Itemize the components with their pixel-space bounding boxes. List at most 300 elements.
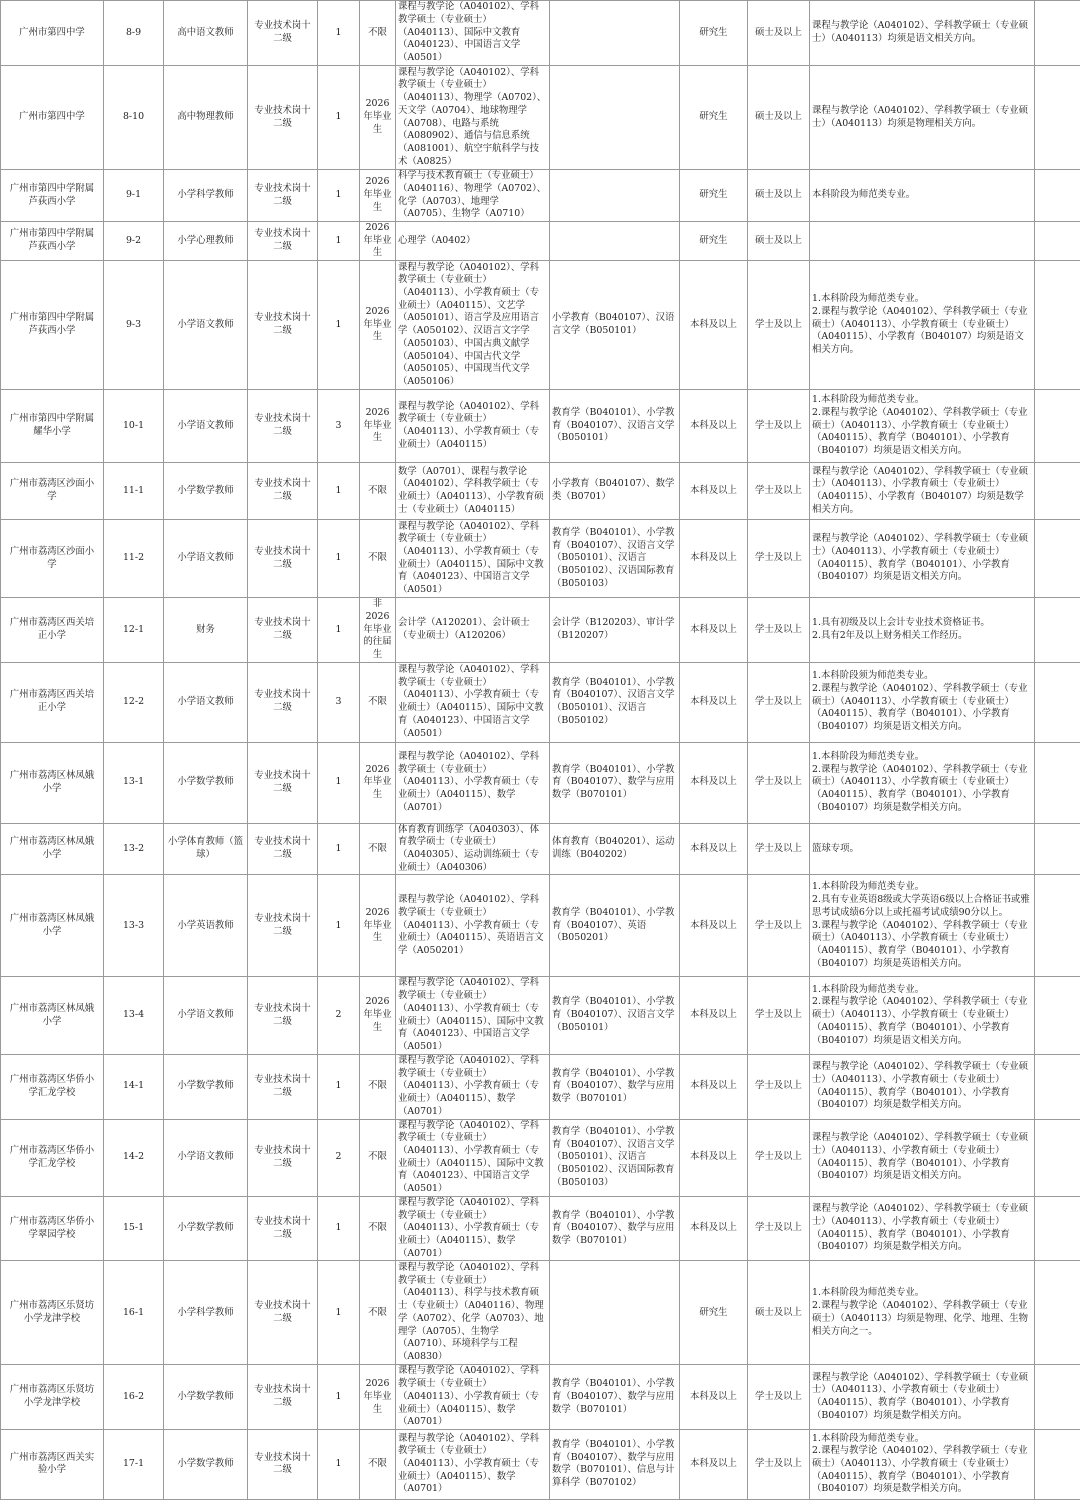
empty-cell — [1035, 1119, 1080, 1196]
degree-cell-text: 学士及以上 — [750, 420, 807, 433]
code-cell — [104, 662, 164, 742]
table-row — [1, 66, 1080, 170]
graduate-status-cell-text: 2026年毕业生 — [362, 98, 393, 136]
level-cell-text: 专业技术岗十二级 — [250, 689, 315, 714]
count-cell — [318, 390, 360, 463]
graduate-status-cell-text: 2026年毕业生 — [362, 764, 393, 802]
degree-cell — [748, 1054, 810, 1119]
school-cell-text: 广州市第四中学附属芦荻西小学 — [6, 312, 98, 337]
school-cell-text: 广州市荔湾区西关培正小学 — [6, 617, 98, 642]
table-row — [1, 463, 1080, 520]
count-cell-text: 1 — [320, 1080, 357, 1093]
other-requirements-cell — [810, 222, 1035, 261]
code-cell-text: 13-1 — [106, 776, 161, 789]
other-requirements-cell — [810, 1, 1035, 66]
code-cell — [104, 1119, 164, 1196]
post-cell-text: 小学数学教师 — [166, 1458, 245, 1471]
master-major-cell-text: 课程与教学论（A040102）、学科教学硕士（专业硕士）（A040113）、小学教育硕士（专业硕士）（A040115）、国际中文教育（A040123）、中国语言文学（A0501） — [398, 977, 547, 1053]
master-major-cell — [396, 598, 550, 663]
bachelor-major-cell — [550, 742, 680, 823]
code-cell — [104, 977, 164, 1054]
code-cell — [104, 170, 164, 222]
degree-cell-text: 硕士及以上 — [750, 111, 807, 124]
level-cell — [248, 1, 318, 66]
code-cell-text: 12-1 — [106, 624, 161, 637]
degree-cell — [748, 170, 810, 222]
master-major-cell-text: 课程与教学论（A040102）、学科教学硕士（专业硕士）（A040113）、小学教育硕士（专业硕士）（A040115）、数学（A0701） — [398, 1433, 547, 1497]
code-cell-text: 14-1 — [106, 1080, 161, 1093]
master-major-cell — [396, 875, 550, 977]
graduate-status-cell — [360, 1054, 396, 1119]
education-cell-text: 本科及以上 — [682, 1080, 745, 1093]
other-requirements-cell — [810, 520, 1035, 598]
degree-cell-text: 学士及以上 — [750, 1080, 807, 1093]
count-cell-text: 1 — [320, 920, 357, 933]
bachelor-major-cell — [550, 390, 680, 463]
education-cell-text: 本科及以上 — [682, 552, 745, 565]
count-cell-text: 1 — [320, 189, 357, 202]
other-requirements-cell — [810, 390, 1035, 463]
code-cell-text: 13-4 — [106, 1009, 161, 1022]
level-cell-text: 专业技术岗十二级 — [250, 1216, 315, 1241]
code-cell — [104, 520, 164, 598]
count-cell-text: 1 — [320, 1222, 357, 1235]
degree-cell-text: 学士及以上 — [750, 1009, 807, 1022]
level-cell — [248, 520, 318, 598]
other-requirements-cell-text: 1.本科阶段为师范类专业。 2.课程与教学论（A040102）、学科教学硕士（专业硕士）（A040113）、小学教育硕士（专业硕士）（A040115）、小学教育（B040107）均须是语文相关方向。 — [812, 293, 1032, 357]
post-cell — [164, 66, 248, 170]
table-row — [1, 1261, 1080, 1365]
bachelor-major-cell-text: 教育学（B040101）、小学教育（B040107）、汉语言文学（B050101） — [552, 996, 677, 1034]
count-cell-text: 1 — [320, 1391, 357, 1404]
count-cell — [318, 66, 360, 170]
education-cell — [680, 463, 748, 520]
education-cell-text: 研究生 — [682, 27, 745, 40]
school-cell-text: 广州市荔湾区林凤娥小学 — [6, 836, 98, 861]
level-cell-text: 专业技术岗十二级 — [250, 913, 315, 938]
other-requirements-cell — [810, 261, 1035, 390]
table-row — [1, 170, 1080, 222]
graduate-status-cell-text: 2026年毕业生 — [362, 907, 393, 945]
count-cell — [318, 662, 360, 742]
other-requirements-cell-text: 1.本科阶段为师范类专业。 2.课程与教学论（A040102）、学科教学硕士（专业硕士）（A040113）、小学教育硕士（专业硕士）（A040115）、教育学（B040101）、小学教育（B040107）均须是语文相关方向。 — [812, 984, 1032, 1048]
other-requirements-cell — [810, 1119, 1035, 1196]
degree-cell — [748, 463, 810, 520]
count-cell — [318, 1365, 360, 1430]
level-cell — [248, 222, 318, 261]
code-cell — [104, 463, 164, 520]
level-cell-text: 专业技术岗十二级 — [250, 478, 315, 503]
level-cell-text: 专业技术岗十二级 — [250, 617, 315, 642]
school-cell — [1, 463, 104, 520]
bachelor-major-cell-text: 小学教育（B040107）、数学类（B0701） — [552, 478, 677, 503]
graduate-status-cell-text: 2026年毕业生 — [362, 996, 393, 1034]
code-cell-text: 17-1 — [106, 1458, 161, 1471]
other-requirements-cell-text: 1.具有初级及以上会计专业技术资格证书。 2.具有2年及以上财务相关工作经历。 — [812, 617, 1032, 642]
level-cell-text: 专业技术岗十二级 — [250, 20, 315, 45]
degree-cell — [748, 390, 810, 463]
graduate-status-cell — [360, 261, 396, 390]
post-cell-text: 小学语文教师 — [166, 420, 245, 433]
other-requirements-cell-text: 篮球专项。 — [812, 843, 1032, 856]
level-cell-text: 专业技术岗十二级 — [250, 1074, 315, 1099]
degree-cell-text: 学士及以上 — [750, 1151, 807, 1164]
graduate-status-cell — [360, 463, 396, 520]
graduate-status-cell-text: 不限 — [362, 1151, 393, 1164]
graduate-status-cell — [360, 823, 396, 875]
bachelor-major-cell-text: 教育学（B040101）、小学教育（B040107）、数学与应用数学（B070101）、信息与计算科学（B070102） — [552, 1439, 677, 1490]
school-cell-text: 广州市荔湾区沙面小学 — [6, 478, 98, 503]
table-row — [1, 390, 1080, 463]
degree-cell-text: 硕士及以上 — [750, 189, 807, 202]
education-cell-text: 本科及以上 — [682, 1009, 745, 1022]
school-cell — [1, 1, 104, 66]
post-cell — [164, 742, 248, 823]
education-cell — [680, 261, 748, 390]
bachelor-major-cell — [550, 875, 680, 977]
education-cell-text: 研究生 — [682, 189, 745, 202]
bachelor-major-cell — [550, 1429, 680, 1499]
post-cell — [164, 1054, 248, 1119]
education-cell — [680, 1429, 748, 1499]
degree-cell — [748, 977, 810, 1054]
master-major-cell-text: 课程与教学论（A040102）、学科教学硕士（专业硕士）（A040113）、小学教育硕士（专业硕士）（A040115）、国际中文教育（A040123）、中国语言文学（A0501） — [398, 1120, 547, 1196]
master-major-cell-text: 课程与教学论（A040102）、学科教学硕士（专业硕士）（A040113）、小学教育硕士（专业硕士）（A040115） — [398, 401, 547, 452]
bachelor-major-cell — [550, 823, 680, 875]
post-cell-text: 小学体育教师（篮球） — [166, 836, 245, 861]
table-row — [1, 742, 1080, 823]
post-cell-text: 小学数学教师 — [166, 1391, 245, 1404]
education-cell — [680, 222, 748, 261]
empty-cell — [1035, 1, 1080, 66]
degree-cell — [748, 1261, 810, 1365]
empty-cell — [1035, 66, 1080, 170]
other-requirements-cell — [810, 1429, 1035, 1499]
other-requirements-cell — [810, 1196, 1035, 1261]
master-major-cell — [396, 742, 550, 823]
school-cell-text: 广州市荔湾区乐贤坊小学龙津学校 — [6, 1300, 98, 1325]
education-cell-text: 研究生 — [682, 1307, 745, 1320]
empty-cell — [1035, 170, 1080, 222]
count-cell — [318, 1119, 360, 1196]
other-requirements-cell-text: 1.本科阶段为师范类专业。 2.课程与教学论（A040102）、学科教学硕士（专业硕士）（A040113）、小学教育硕士（专业硕士）（A040115）、教育学（B040101）、小学教育（B040107）均须是数学相关方向。 — [812, 1433, 1032, 1497]
degree-cell-text: 学士及以上 — [750, 1222, 807, 1235]
level-cell-text: 专业技术岗十二级 — [250, 183, 315, 208]
other-requirements-cell — [810, 662, 1035, 742]
graduate-status-cell-text: 不限 — [362, 843, 393, 856]
other-requirements-cell — [810, 598, 1035, 663]
other-requirements-cell — [810, 875, 1035, 977]
degree-cell — [748, 1365, 810, 1430]
code-cell — [104, 1261, 164, 1365]
empty-cell — [1035, 823, 1080, 875]
graduate-status-cell-text: 不限 — [362, 696, 393, 709]
level-cell-text: 专业技术岗十二级 — [250, 228, 315, 253]
table-body — [1, 1, 1080, 1500]
master-major-cell — [396, 66, 550, 170]
education-cell-text: 本科及以上 — [682, 624, 745, 637]
school-cell-text: 广州市第四中学附属芦荻西小学 — [6, 183, 98, 208]
post-cell-text: 小学数学教师 — [166, 1222, 245, 1235]
count-cell — [318, 742, 360, 823]
bachelor-major-cell-text: 教育学（B040101）、小学教育（B040107）、英语（B050201） — [552, 907, 677, 945]
education-cell — [680, 875, 748, 977]
graduate-status-cell-text: 非2026年毕业的往届生 — [362, 598, 393, 662]
school-cell — [1, 222, 104, 261]
post-cell-text: 小学英语教师 — [166, 920, 245, 933]
degree-cell — [748, 1196, 810, 1261]
code-cell-text: 9-2 — [106, 235, 161, 248]
level-cell — [248, 875, 318, 977]
school-cell — [1, 1054, 104, 1119]
table-row — [1, 520, 1080, 598]
count-cell — [318, 222, 360, 261]
empty-cell — [1035, 598, 1080, 663]
code-cell — [104, 598, 164, 663]
count-cell — [318, 823, 360, 875]
graduate-status-cell — [360, 1196, 396, 1261]
degree-cell-text: 学士及以上 — [750, 319, 807, 332]
degree-cell — [748, 662, 810, 742]
other-requirements-cell — [810, 463, 1035, 520]
education-cell — [680, 1365, 748, 1430]
bachelor-major-cell — [550, 1, 680, 66]
post-cell-text: 小学语文教师 — [166, 319, 245, 332]
graduate-status-cell-text: 2026年毕业生 — [362, 176, 393, 214]
count-cell-text: 1 — [320, 843, 357, 856]
table-row — [1, 662, 1080, 742]
count-cell-text: 2 — [320, 1151, 357, 1164]
post-cell — [164, 875, 248, 977]
bachelor-major-cell-text: 教育学（B040101）、小学教育（B040107）、数学与应用数学（B070101） — [552, 1068, 677, 1106]
education-cell — [680, 662, 748, 742]
code-cell-text: 11-1 — [106, 485, 161, 498]
education-cell-text: 研究生 — [682, 235, 745, 248]
empty-cell — [1035, 261, 1080, 390]
education-cell — [680, 390, 748, 463]
school-cell — [1, 742, 104, 823]
code-cell — [104, 742, 164, 823]
code-cell-text: 9-1 — [106, 189, 161, 202]
table-row — [1, 1119, 1080, 1196]
bachelor-major-cell — [550, 66, 680, 170]
empty-cell — [1035, 977, 1080, 1054]
empty-cell — [1035, 875, 1080, 977]
other-requirements-cell — [810, 977, 1035, 1054]
bachelor-major-cell-text: 教育学（B040101）、小学教育（B040107）、汉语言文学（B050101） — [552, 407, 677, 445]
degree-cell-text: 学士及以上 — [750, 1458, 807, 1471]
bachelor-major-cell — [550, 662, 680, 742]
post-cell-text: 小学科学教师 — [166, 189, 245, 202]
level-cell-text: 专业技术岗十二级 — [250, 105, 315, 130]
other-requirements-cell-text: 课程与教学论（A040102）、学科教学硕士（专业硕士）（A040113）、小学教育硕士（专业硕士）（A040115）、教育学（B040101）、小学教育（B040107）均须是语文相关方向。 — [812, 533, 1032, 584]
other-requirements-cell — [810, 1365, 1035, 1430]
education-cell — [680, 598, 748, 663]
post-cell-text: 小学心理教师 — [166, 235, 245, 248]
level-cell — [248, 598, 318, 663]
school-cell — [1, 1196, 104, 1261]
graduate-status-cell — [360, 1365, 396, 1430]
table-row — [1, 823, 1080, 875]
other-requirements-cell-text: 课程与教学论（A040102）、学科教学硕士（专业硕士）（A040113）、小学教育硕士（专业硕士）（A040115）、教育学（B040101）、小学教育（B040107）均须是数学相关方向。 — [812, 1372, 1032, 1423]
school-cell — [1, 261, 104, 390]
count-cell — [318, 977, 360, 1054]
school-cell — [1, 1261, 104, 1365]
school-cell-text: 广州市荔湾区林凤娥小学 — [6, 913, 98, 938]
level-cell — [248, 1365, 318, 1430]
bachelor-major-cell-text: 教育学（B040101）、小学教育（B040107）、汉语言文学（B050101）、汉语言（B050102） — [552, 677, 677, 728]
count-cell-text: 1 — [320, 319, 357, 332]
education-cell-text: 本科及以上 — [682, 696, 745, 709]
graduate-status-cell — [360, 662, 396, 742]
empty-cell — [1035, 1365, 1080, 1430]
school-cell — [1, 823, 104, 875]
bachelor-major-cell — [550, 1196, 680, 1261]
code-cell — [104, 1054, 164, 1119]
code-cell — [104, 261, 164, 390]
education-cell — [680, 66, 748, 170]
master-major-cell-text: 课程与教学论（A040102）、学科教学硕士（专业硕士）（A040113）、科学与技术教育硕士（专业硕士）（A040116）、物理学（A0702）、化学（A0703）、地理学（A0705）、生物学（A0710）、环境科学与工程（A0830） — [398, 1262, 547, 1364]
post-cell-text: 小学语文教师 — [166, 1151, 245, 1164]
graduate-status-cell-text: 不限 — [362, 1222, 393, 1235]
education-cell-text: 本科及以上 — [682, 420, 745, 433]
master-major-cell-text: 数学（A0701）、课程与教学论（A040102）、学科教学硕士（专业硕士）（A040113）、小学教育硕士（专业硕士）（A040115） — [398, 466, 547, 517]
empty-cell — [1035, 520, 1080, 598]
master-major-cell-text: 课程与教学论（A040102）、学科教学硕士（专业硕士）（A040113）、小学教育硕士（专业硕士）（A040115）、文艺学（A050101）、语言学及应用语言学（A050102）、汉语言文字学（A050103）、中国古典文献学（A050104）、中国古代文学（A050105）、中国现当代文学（A050106） — [398, 262, 547, 389]
school-cell — [1, 662, 104, 742]
master-major-cell — [396, 170, 550, 222]
count-cell-text: 1 — [320, 111, 357, 124]
bachelor-major-cell — [550, 1119, 680, 1196]
count-cell-text: 1 — [320, 1307, 357, 1320]
degree-cell-text: 学士及以上 — [750, 552, 807, 565]
master-major-cell — [396, 390, 550, 463]
master-major-cell — [396, 520, 550, 598]
post-cell-text: 小学数学教师 — [166, 1080, 245, 1093]
level-cell — [248, 662, 318, 742]
education-cell — [680, 977, 748, 1054]
code-cell-text: 16-1 — [106, 1307, 161, 1320]
master-major-cell-text: 会计学（A120201）、会计硕士（专业硕士）（A120206） — [398, 617, 547, 642]
other-requirements-cell — [810, 1261, 1035, 1365]
level-cell-text: 专业技术岗十二级 — [250, 1452, 315, 1477]
table-row — [1, 261, 1080, 390]
post-cell — [164, 390, 248, 463]
degree-cell — [748, 1429, 810, 1499]
level-cell-text: 专业技术岗十二级 — [250, 1003, 315, 1028]
post-cell-text: 小学语文教师 — [166, 1009, 245, 1022]
bachelor-major-cell-text: 教育学（B040101）、小学教育（B040107）、数学与应用数学（B070101） — [552, 1378, 677, 1416]
degree-cell — [748, 598, 810, 663]
graduate-status-cell — [360, 742, 396, 823]
post-cell — [164, 662, 248, 742]
graduate-status-cell — [360, 1, 396, 66]
code-cell-text: 16-2 — [106, 1391, 161, 1404]
bachelor-major-cell — [550, 598, 680, 663]
level-cell-text: 专业技术岗十二级 — [250, 312, 315, 337]
school-cell-text: 广州市第四中学附属耀华小学 — [6, 413, 98, 438]
degree-cell-text: 硕士及以上 — [750, 235, 807, 248]
master-major-cell-text: 课程与教学论（A040102）、学科教学硕士（专业硕士）（A040113）、小学教育硕士（专业硕士）（A040115）、数学（A0701） — [398, 1365, 547, 1429]
bachelor-major-cell-text: 教育学（B040101）、小学教育（B040107）、数学与应用数学（B070101） — [552, 764, 677, 802]
bachelor-major-cell — [550, 1054, 680, 1119]
master-major-cell — [396, 463, 550, 520]
code-cell-text: 13-2 — [106, 843, 161, 856]
level-cell — [248, 1429, 318, 1499]
master-major-cell — [396, 1196, 550, 1261]
master-major-cell — [396, 1054, 550, 1119]
count-cell-text: 1 — [320, 27, 357, 40]
code-cell-text: 8-9 — [106, 27, 161, 40]
empty-cell — [1035, 1196, 1080, 1261]
graduate-status-cell — [360, 875, 396, 977]
count-cell-text: 1 — [320, 485, 357, 498]
table-row — [1, 875, 1080, 977]
table-row — [1, 598, 1080, 663]
school-cell — [1, 170, 104, 222]
master-major-cell-text: 课程与教学论（A040102）、学科教学硕士（专业硕士）（A040113）、物理学（A0702）、天文学（A0704）、地球物理学（A0708）、电路与系统（A080902）、通信与信息系统（A081001）、航空宇航科学与技术（A0825） — [398, 67, 547, 169]
code-cell — [104, 222, 164, 261]
code-cell — [104, 875, 164, 977]
degree-cell — [748, 875, 810, 977]
master-major-cell — [396, 823, 550, 875]
code-cell — [104, 390, 164, 463]
school-cell-text: 广州市荔湾区林凤娥小学 — [6, 1003, 98, 1028]
graduate-status-cell-text: 不限 — [362, 1458, 393, 1471]
bachelor-major-cell-text: 教育学（B040101）、小学教育（B040107）、汉语言文学（B050101）、汉语言（B050102）、汉语国际教育（B050103） — [552, 527, 677, 591]
degree-cell — [748, 66, 810, 170]
post-cell-text: 小学语文教师 — [166, 552, 245, 565]
post-cell — [164, 261, 248, 390]
graduate-status-cell — [360, 1429, 396, 1499]
school-cell-text: 广州市荔湾区华侨小学汇龙学校 — [6, 1074, 98, 1099]
other-requirements-cell — [810, 823, 1035, 875]
school-cell-text: 广州市荔湾区沙面小学 — [6, 546, 98, 571]
other-requirements-cell — [810, 66, 1035, 170]
master-major-cell — [396, 1429, 550, 1499]
level-cell-text: 专业技术岗十二级 — [250, 413, 315, 438]
post-cell-text: 财务 — [166, 624, 245, 637]
graduate-status-cell — [360, 977, 396, 1054]
post-cell — [164, 1119, 248, 1196]
table-row — [1, 1, 1080, 66]
school-cell — [1, 1365, 104, 1430]
count-cell-text: 2 — [320, 1009, 357, 1022]
code-cell — [104, 1, 164, 66]
level-cell — [248, 390, 318, 463]
other-requirements-cell-text: 本科阶段为师范类专业。 — [812, 189, 1032, 202]
code-cell-text: 13-3 — [106, 920, 161, 933]
code-cell — [104, 823, 164, 875]
bachelor-major-cell — [550, 170, 680, 222]
count-cell-text: 1 — [320, 776, 357, 789]
count-cell-text: 1 — [320, 235, 357, 248]
education-cell — [680, 1119, 748, 1196]
graduate-status-cell — [360, 1261, 396, 1365]
code-cell — [104, 1429, 164, 1499]
graduate-status-cell — [360, 222, 396, 261]
degree-cell-text: 学士及以上 — [750, 624, 807, 637]
level-cell-text: 专业技术岗十二级 — [250, 1300, 315, 1325]
graduate-status-cell-text: 不限 — [362, 485, 393, 498]
degree-cell — [748, 222, 810, 261]
master-major-cell — [396, 1119, 550, 1196]
post-cell — [164, 463, 248, 520]
code-cell-text: 9-3 — [106, 319, 161, 332]
count-cell — [318, 1, 360, 66]
post-cell-text: 小学数学教师 — [166, 776, 245, 789]
school-cell — [1, 66, 104, 170]
